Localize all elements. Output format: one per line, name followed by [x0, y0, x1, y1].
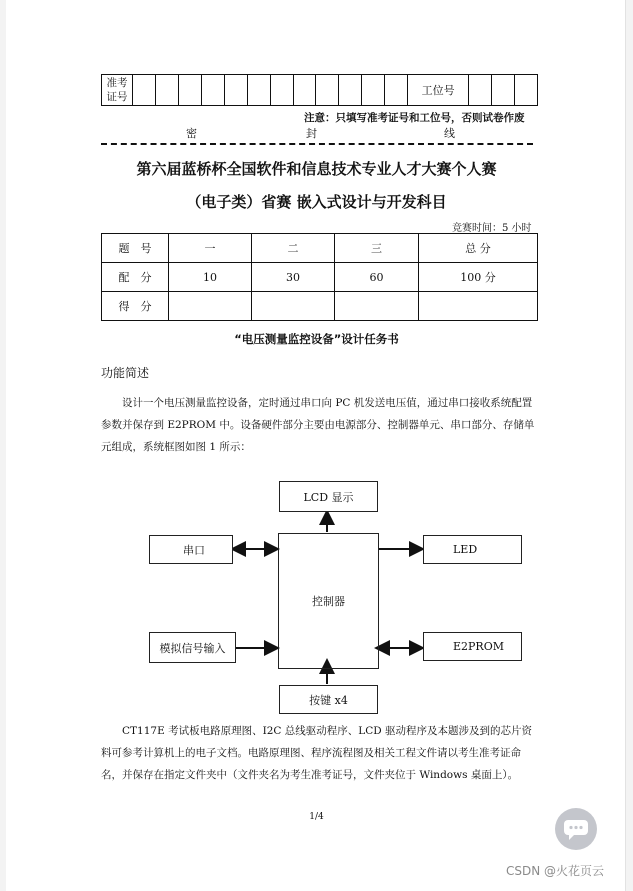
score-cell: 100 分 [419, 263, 538, 292]
led-box: LED [423, 535, 522, 564]
controller-box: 控制器 [278, 533, 379, 669]
page-number: 1/4 [309, 812, 324, 822]
score-cell: 三 [335, 234, 419, 263]
section-heading: 功能简述 [101, 366, 150, 380]
task-title: “电压测量监控设备”设计任务书 [234, 332, 399, 346]
station-label: 工位号 [408, 75, 469, 106]
score-cell: 总 分 [419, 234, 538, 263]
seal-char-xian: 线 [444, 127, 455, 140]
keys-box: 按键 x4 [279, 685, 378, 714]
score-row-label: 配 分 [102, 263, 169, 292]
score-cell: 60 [335, 263, 419, 292]
bottom-paragraph: CT117E 考试板电路原理图、I2C 总线驱动程序、LCD 驱动程序及本题涉及到的芯片资料可参考计算机上的电子文档。电路原理图、程序流程图及相关工程文件请以考生准考证命名，并保存在指定文件夹中（文件夹名为考生准考证号，文件夹位于 Windows 桌面上）。 [101, 725, 533, 781]
seal-char-mi: 密 [186, 127, 197, 140]
adc-input-box: 模拟信号输入 [149, 632, 236, 663]
duration: 竞赛时间：5 小时 [452, 223, 532, 234]
eeprom-box: E2PROM [423, 632, 522, 661]
score-row-label: 题 号 [102, 234, 169, 263]
exam-note: 注意：只填写准考证号和工位号，否则试卷作废 [304, 112, 525, 124]
score-row-label: 得 分 [102, 292, 169, 321]
lcd-box: LCD 显示 [279, 481, 378, 512]
watermark: CSDN @火花页云 [506, 864, 605, 878]
score-cell: 二 [252, 234, 335, 263]
page-title-line1: 第六届蓝桥杯全国软件和信息技术专业人才大赛个人赛 [136, 160, 497, 178]
intro-paragraph: 设计一个电压测量监控设备，定时通过串口向 PC 机发送电压值，通过串口接收系统配置参数并保存到 E2PROM 中。设备硬件部分主要由电源部分、控制器单元、串口部分、存储单元组成，系统框图如图 1 所示： [101, 397, 535, 453]
chat-bubble-icon[interactable] [555, 808, 597, 850]
exam-id-label: 准考证号 [102, 75, 133, 106]
score-cell: 30 [252, 263, 335, 292]
score-cell: 10 [169, 263, 252, 292]
page-title-line2: （电子类）省赛 嵌入式设计与开发科目 [186, 193, 447, 211]
score-cell: 一 [169, 234, 252, 263]
seal-char-feng: 封 [306, 127, 317, 140]
uart-box: 串口 [149, 535, 233, 564]
